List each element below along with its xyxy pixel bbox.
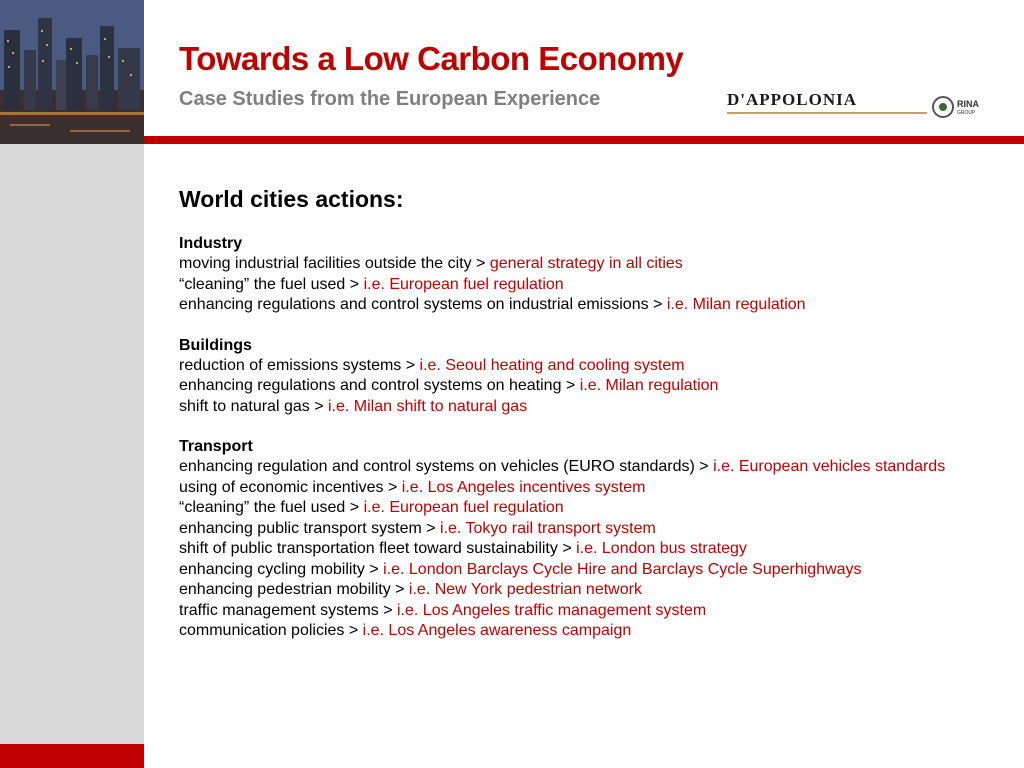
section-heading: World cities actions: [179, 186, 404, 212]
action-line: shift of public transportation fleet toward sustainability > i.e. London bus strategy [179, 540, 747, 557]
example-text: i.e. Los Angeles traffic management system [397, 601, 707, 619]
section-industry [179, 234, 999, 316]
action-line: enhancing cycling mobility > i.e. London Barclays Cycle Hire and Barclays Cycle Superhighways [179, 560, 862, 578]
example-text: i.e. European vehicles standards [713, 458, 946, 475]
left-sidebar [0, 0, 144, 768]
example-text: i.e. Los Angeles awareness campaign [362, 622, 632, 639]
city-skyline-image [0, 0, 144, 144]
action-line: communication policies > i.e. Los Angeles awareness campaign [179, 622, 632, 639]
action-line: “cleaning” the fuel used > i.e. European fuel regulation [179, 499, 564, 516]
page-subtitle: Case Studies from the European Experience [179, 88, 601, 110]
header-divider-bar [144, 136, 1024, 144]
page-title: Towards a Low Carbon Economy [179, 40, 684, 77]
action-line: “cleaning” the fuel used > i.e. European fuel regulation [179, 275, 564, 293]
example-text: i.e. Milan shift to natural gas [327, 397, 528, 415]
example-text: i.e. London bus strategy [576, 540, 747, 557]
example-text: i.e. London Barclays Cycle Hire and Barclays Cycle Superhighways [383, 560, 862, 578]
action-line: enhancing public transport system > i.e. Tokyo rail transport system [179, 519, 656, 537]
example-text: i.e. Tokyo rail transport system [440, 519, 656, 537]
example-text: i.e. European fuel regulation [363, 499, 564, 516]
sidebar-bottom-bar [0, 744, 144, 768]
action-line: reduction of emissions systems > i.e. Seoul heating and cooling system [179, 356, 685, 374]
dappolonia-logo [727, 88, 997, 128]
action-line: enhancing regulations and control systems on industrial emissions > i.e. Milan regulation [179, 296, 806, 313]
logo-text: D'APPOLONIA [727, 90, 857, 109]
example-text: general strategy in all cities [489, 255, 683, 272]
action-line: traffic management systems > i.e. Los Angeles traffic management system [179, 601, 707, 619]
section-title: Industry [179, 235, 243, 252]
action-line: enhancing regulations and control systems on heating > i.e. Milan regulation [179, 377, 719, 394]
section-buildings [179, 336, 999, 418]
action-line: enhancing pedestrian mobility > i.e. New York pedestrian network [179, 581, 642, 598]
example-text: i.e. Milan regulation [579, 377, 719, 394]
main-content [179, 184, 999, 662]
rina-label [957, 100, 979, 118]
section-title: Buildings [179, 336, 252, 354]
rina-group: GROUP [957, 110, 976, 116]
action-line: moving industrial facilities outside the city > general strategy in all cities [179, 255, 683, 272]
section-title: Transport [179, 438, 253, 455]
example-text: i.e. Milan regulation [666, 296, 806, 313]
action-line: using of economic incentives > i.e. Los Angeles incentives system [179, 478, 646, 496]
example-text: i.e. Los Angeles incentives system [401, 478, 646, 496]
section-transport [179, 437, 999, 642]
example-text: i.e. European fuel regulation [363, 275, 564, 293]
action-line: enhancing regulation and control systems on vehicles (EURO standards) > i.e. European vehicles standards [179, 458, 946, 475]
example-text: i.e. New York pedestrian network [408, 581, 642, 598]
example-text: i.e. Seoul heating and cooling system [419, 356, 685, 374]
rina-emblem-icon [932, 96, 954, 118]
action-line: shift to natural gas > i.e. Milan shift to natural gas [179, 397, 528, 415]
rina-name: RINA [957, 99, 979, 109]
logo-underline [727, 112, 927, 114]
